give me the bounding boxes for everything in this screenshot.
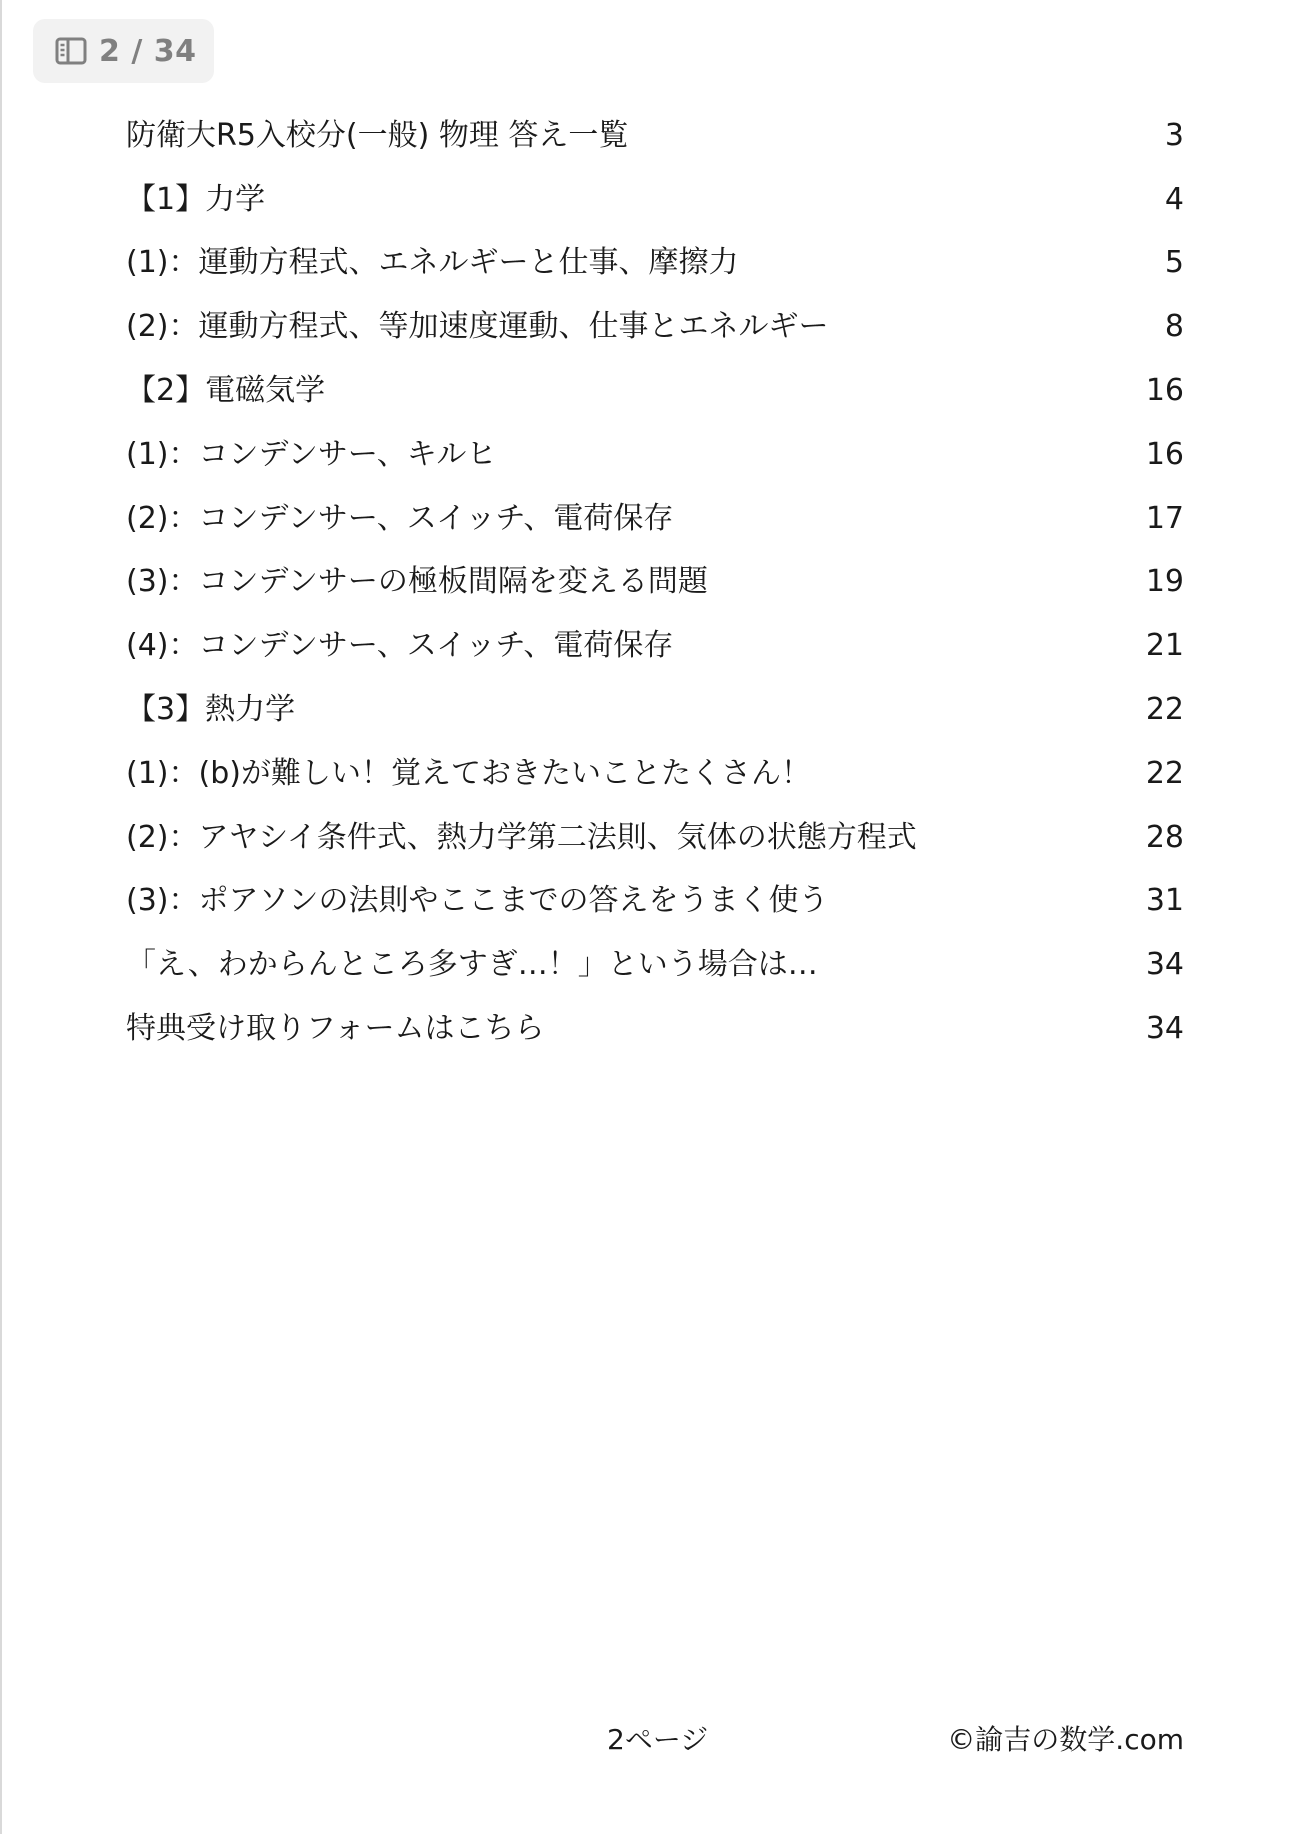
toc-item-title: (1)：運動方程式、エネルギーと仕事、摩擦力 <box>126 245 739 281</box>
toc-item[interactable] <box>126 614 1184 678</box>
toc-item-page: 4 <box>1164 181 1184 217</box>
toc-item-title: 防衛大R5入校分(一般) 物理 答え一覧 <box>126 117 629 153</box>
toc-item-page: 3 <box>1164 117 1184 153</box>
toc-item[interactable] <box>126 551 1184 615</box>
page-indicator-button[interactable] <box>33 19 214 83</box>
toc-item-page: 16 <box>1145 373 1184 409</box>
table-of-contents <box>126 104 1184 1061</box>
toc-item-page: 5 <box>1164 245 1184 281</box>
footer-page-number: 2ページ <box>607 1723 709 1756</box>
toc-item[interactable] <box>126 806 1184 870</box>
toc-item-page: 16 <box>1145 436 1184 472</box>
toc-item-title: 【2】電磁気学 <box>126 373 326 409</box>
toc-item-page: 8 <box>1164 309 1184 345</box>
toc-item[interactable] <box>126 168 1184 232</box>
toc-item-title: (3)：コンデンサーの極板間隔を変える問題 <box>126 564 708 600</box>
toc-item-title: (3)：ポアソンの法則やここまでの答えをうまく使う <box>126 883 829 919</box>
toc-item[interactable] <box>126 295 1184 359</box>
toc-item-page: 22 <box>1145 692 1184 728</box>
toc-item-page: 22 <box>1145 755 1184 791</box>
toc-item[interactable] <box>126 487 1184 551</box>
toc-item[interactable] <box>126 359 1184 423</box>
toc-item-page: 31 <box>1145 883 1184 919</box>
page-indicator-label: 2 / 34 <box>99 33 197 69</box>
toc-item[interactable] <box>126 933 1184 997</box>
toc-item-page: 28 <box>1145 819 1184 855</box>
toc-item[interactable] <box>126 742 1184 806</box>
toc-item[interactable] <box>126 232 1184 296</box>
toc-item[interactable] <box>126 678 1184 742</box>
toc-item-title: 特典受け取りフォームはこちら <box>126 1011 545 1047</box>
toc-item-title: (1)：コンデンサー、キルヒ <box>126 436 497 472</box>
toc-item-page: 21 <box>1145 628 1184 664</box>
toc-item[interactable] <box>126 104 1184 168</box>
toc-item-title: (2)：アヤシイ条件式、熱力学第二法則、気体の状態方程式 <box>126 819 917 855</box>
toc-item-title: (1)：(b)が難しい！覚えておきたいことたくさん！ <box>126 755 811 791</box>
toc-item-title: (2)：コンデンサー、スイッチ、電荷保存 <box>126 500 674 536</box>
page-edge <box>0 0 2 1834</box>
toc-item-page: 34 <box>1145 947 1184 983</box>
toc-item[interactable] <box>126 423 1184 487</box>
toc-item[interactable] <box>126 870 1184 934</box>
sidebar-toggle-icon <box>55 37 87 65</box>
toc-item-page: 17 <box>1145 500 1184 536</box>
toc-item-title: 「え、わからんところ多すぎ…！」という場合は… <box>126 947 818 983</box>
toc-item[interactable] <box>126 997 1184 1061</box>
footer-copyright: ©諭吉の数学.com <box>947 1723 1184 1756</box>
toc-item-title: (2)：運動方程式、等加速度運動、仕事とエネルギー <box>126 309 829 345</box>
toc-item-title: 【3】熱力学 <box>126 692 296 728</box>
toc-item-title: (4)：コンデンサー、スイッチ、電荷保存 <box>126 628 674 664</box>
toc-item-page: 34 <box>1145 1011 1184 1047</box>
toc-item-title: 【1】力学 <box>126 181 266 217</box>
toc-item-page: 19 <box>1145 564 1184 600</box>
